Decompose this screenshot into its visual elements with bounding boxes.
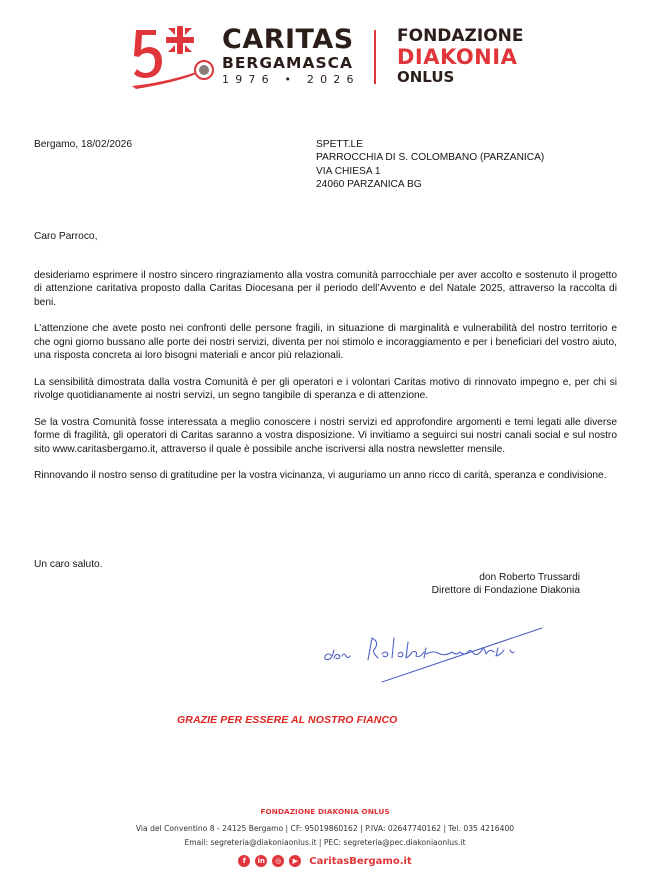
recipient-address <box>316 138 544 192</box>
recipient-line: SPETT.LE <box>316 139 363 150</box>
recipient-line: 24060 PARZANICA BG <box>316 179 422 191</box>
body-paragraph: La sensibilità dimostrata dalla vostra Comunità è per gli operatori e i volontari Caritas motivo di rinnovato impegno e, per chi si rivolge quotidianamente ai nostri servizi, un segno tangibile di speranza e di attenzione. <box>34 376 617 402</box>
caritas-50-anniversary-logo <box>130 22 220 92</box>
recipient-line: VIA CHIESA 1 <box>316 165 381 177</box>
recipient-line: PARROCCHIA DI S. COLOMBANO (PARZANICA) <box>316 152 545 164</box>
body-paragraph: Se la vostra Comunità fosse interessata a meglio conoscere i nostri servizi ed approfondire argomenti e temi legati alle diverse forme di fragilità, gli operatori di Caritas saranno a vostra disposizione. Vi invitiamo a seguirci sui nostri canali social e sul nostro sito www.caritasbergamo.it, attraverso il quale è possibile anche iscriversi alla nostra newsletter mensile. <box>34 416 617 455</box>
letter-date: Bergamo, 18/02/2026 <box>34 139 132 150</box>
body-paragraph: Rinnovando il nostro senso di gratitudine per la vostra vicinanza, vi auguriamo un anno ricco di carità, speranza e condivisione. <box>34 470 607 482</box>
linkedin-icon[interactable]: in <box>255 855 267 867</box>
footer-email: Email: segreteria@diakoniaonlus.it | PEC: segreteria@pec.diakoniaonlus.it <box>184 838 466 847</box>
caritas-subtitle: BERGAMASCA <box>222 54 354 72</box>
slogan: GRAZIE PER ESSERE AL NOSTRO FIANCO <box>177 714 398 726</box>
social-links <box>0 855 650 867</box>
signer-block <box>432 571 580 598</box>
foundation-line1: FONDAZIONE <box>397 26 524 46</box>
youtube-icon[interactable]: ▶ <box>289 855 301 867</box>
instagram-icon[interactable]: ◎ <box>272 855 284 867</box>
caritas-title: CARITAS <box>222 24 354 55</box>
handwritten-signature <box>322 612 552 692</box>
closing: Un caro saluto. <box>34 559 103 570</box>
letter-body <box>34 269 617 496</box>
fondazione-diakonia-wordmark <box>397 27 524 86</box>
salutation: Caro Parroco, <box>34 231 98 242</box>
signer-name: don Roberto Trussardi <box>479 572 580 583</box>
signer-title: Direttore di Fondazione Diakonia <box>431 585 580 597</box>
logo-divider <box>374 30 376 84</box>
letterhead <box>0 0 650 100</box>
foundation-line2: DIAKONIA <box>397 45 518 69</box>
facebook-icon[interactable]: f <box>238 855 250 867</box>
body-paragraph: L’attenzione che avete posto nei confronti delle persone fragili, in situazione di marginalità e vulnerabilità del nostro territorio e che ogni giorno bussano alle porte dei nostri servizi, diventa per noi stimolo e incoraggiamento e per i beneficiari del vostro aiuto, una risposta concreta ai loro bisogni materiali e ancor più relazionali. <box>34 323 617 362</box>
footer <box>0 806 650 867</box>
website-link[interactable]: CaritasBergamo.it <box>309 855 412 867</box>
caritas-years: 1976 • 2026 <box>222 73 360 86</box>
footer-address: Via del Conventino 8 - 24125 Bergamo | CF: 95019860162 | P.IVA: 02647740162 | Tel. 035 4216400 <box>135 824 515 833</box>
caritas-bergamasca-wordmark <box>222 26 360 87</box>
foundation-line3: ONLUS <box>397 68 455 86</box>
body-paragraph: desideriamo esprimere il nostro sincero ringraziamento alla vostra comunità parrocchiale per aver accolto e sostenuto il progetto di attenzione caritativa proposto dalla Caritas Diocesana per il periodo dell’Avvento e del Natale 2025, attraverso la raccolta di beni. <box>34 270 617 308</box>
footer-org-name: FONDAZIONE DIAKONIA ONLUS <box>260 807 390 816</box>
